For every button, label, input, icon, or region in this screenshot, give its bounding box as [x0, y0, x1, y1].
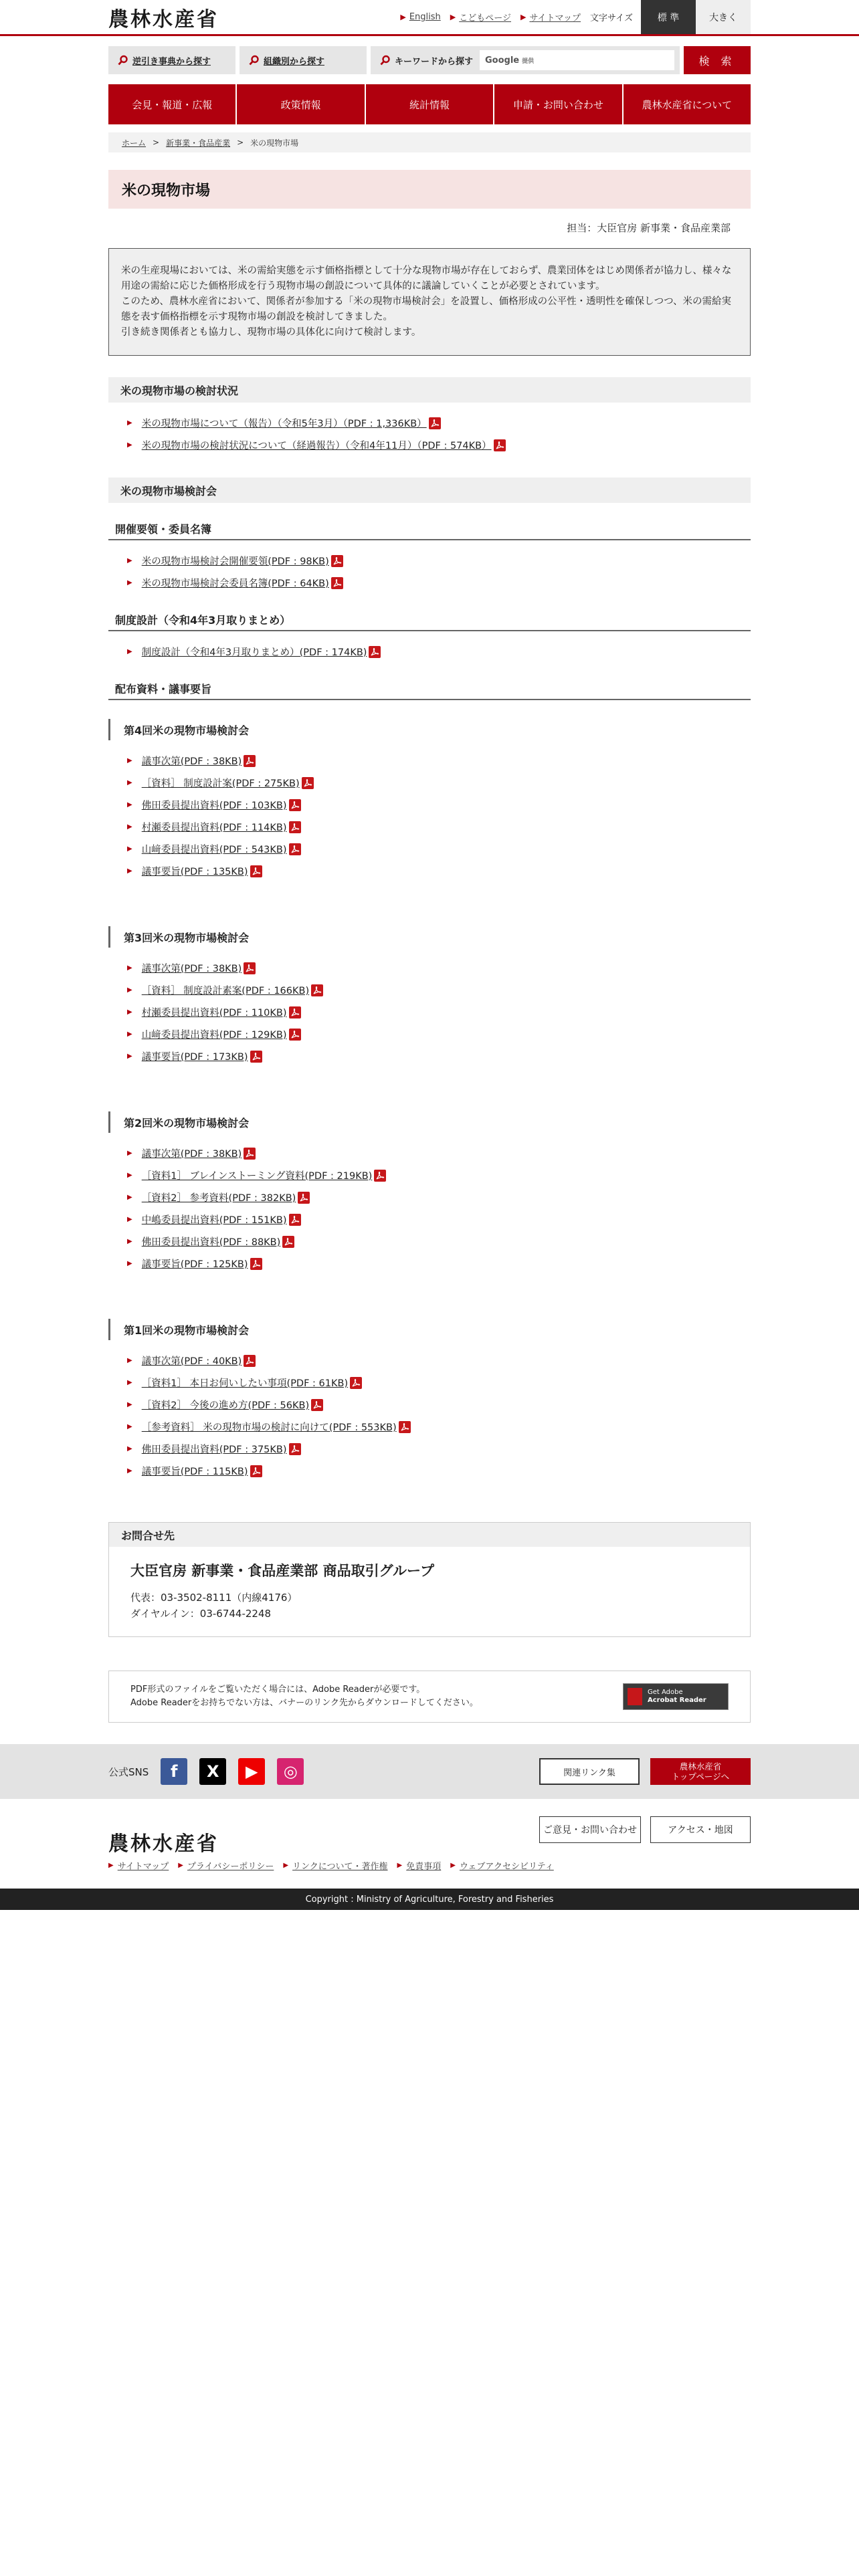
pdf-link-label[interactable]: 村瀬委員提出資料(PDF : 114KB) — [141, 823, 287, 833]
meeting-heading: 第1回米の現物市場検討会 — [108, 1319, 751, 1340]
pdf-link-item[interactable] — [127, 750, 751, 772]
meeting-1-link-list — [108, 1350, 751, 1482]
youtube-icon[interactable]: ▶ — [238, 1758, 265, 1785]
chevron-right-icon: ▶ — [127, 1216, 132, 1223]
pdf-link-label[interactable]: 中嶋委員提出資料(PDF : 151KB) — [141, 1215, 287, 1226]
chevron-right-icon: ▶ — [127, 419, 132, 427]
pdf-link-label[interactable]: 議事要旨(PDF : 135KB) — [141, 867, 248, 877]
sns-band — [0, 1744, 859, 1799]
pdf-link-label[interactable]: ［資料］ 制度設計素案(PDF : 166KB) — [141, 986, 310, 996]
pdf-icon — [494, 439, 506, 451]
pdf-link-label[interactable]: 佛田委員提出資料(PDF : 88KB) — [141, 1237, 281, 1248]
pdf-link-label[interactable]: 佛田委員提出資料(PDF : 103KB) — [141, 800, 287, 811]
subheading-materials: 配布資料・議事要旨 — [108, 677, 751, 700]
related-links-button[interactable]: 関連リンク集 — [539, 1758, 640, 1785]
pdf-icon — [311, 1399, 323, 1411]
keyword-search-input[interactable]: Google 提供 — [480, 50, 674, 70]
pdf-icon — [289, 843, 301, 855]
search-by-index-button[interactable]: 逆引き事典から探す — [108, 46, 235, 74]
chevron-right-icon: ▶ — [127, 1445, 132, 1453]
breadcrumb-home[interactable]: ホーム — [122, 138, 147, 148]
pdf-link-label[interactable]: 議事次第(PDF : 38KB) — [141, 756, 242, 767]
pdf-icon — [289, 1006, 301, 1018]
contact-heading: お問合せ先 — [109, 1523, 750, 1547]
footer-link-privacy[interactable]: ▶ プライバシーポリシー — [178, 1862, 274, 1872]
sns-label: 公式SNS — [108, 1765, 149, 1778]
chevron-right-icon: ▶ — [127, 557, 132, 564]
chevron-right-icon: ▶ — [127, 1194, 132, 1201]
footer — [0, 1806, 859, 1886]
pdf-link-label[interactable]: ［参考資料］ 米の現物市場の検討に向けて(PDF : 553KB) — [141, 1422, 397, 1433]
pdf-link-item[interactable] — [127, 1416, 751, 1438]
pdf-link-label[interactable]: ［資料2］ 参考資料(PDF : 382KB) — [141, 1193, 296, 1204]
nav-statistics[interactable]: 統計情報 — [366, 84, 494, 124]
pdf-icon — [350, 1377, 362, 1389]
pdf-link-item[interactable] — [127, 1001, 751, 1023]
search-button[interactable]: 検 索 — [684, 46, 751, 74]
pdf-link-label[interactable]: 米の現物市場検討会委員名簿(PDF : 64KB) — [141, 578, 329, 589]
chevron-right-icon: ▶ — [127, 1260, 132, 1267]
chevron-right-icon: ▶ — [450, 13, 456, 21]
subheading-outline: 開催要領・委員名簿 — [108, 518, 751, 540]
search-icon — [249, 55, 260, 66]
pdf-link-item[interactable] — [127, 434, 751, 456]
opinion-contact-button[interactable]: ご意見・お問い合わせ — [539, 1816, 641, 1843]
footer-link-copyright[interactable]: ▶ リンクについて・著作権 — [283, 1862, 388, 1872]
acrobat-icon — [628, 1688, 642, 1705]
get-adobe-reader-banner[interactable]: Get Adobe Acrobat Reader — [623, 1683, 729, 1710]
chevron-right-icon: ▶ — [127, 1008, 132, 1016]
pdf-icon — [244, 1148, 256, 1160]
pdf-link-label[interactable]: ［資料1］ 本日お伺いしたい事項(PDF : 61KB) — [141, 1378, 349, 1389]
nav-applications[interactable]: 申請・お問い合わせ — [494, 84, 623, 124]
contact-box — [108, 1522, 751, 1637]
pdf-icon — [244, 1355, 256, 1367]
pdf-link-label[interactable]: 米の現物市場について（報告）（令和5年3月）（PDF : 1,336KB） — [141, 419, 427, 429]
pdf-link-label[interactable]: 議事要旨(PDF : 125KB) — [141, 1259, 248, 1270]
chevron-right-icon: ▶ — [127, 779, 132, 786]
pdf-icon — [369, 646, 381, 658]
instagram-icon[interactable]: ◎ — [277, 1758, 304, 1785]
breadcrumb: ホーム > 新事業・食品産業 > 米の現物市場 — [108, 132, 751, 152]
nav-press[interactable]: 会見・報道・広報 — [108, 84, 237, 124]
pdf-icon — [289, 1029, 301, 1041]
pdf-link-item[interactable] — [127, 1023, 751, 1045]
kids-page-link[interactable]: ▶ こどもページ — [450, 13, 511, 23]
sitemap-link[interactable]: ▶ サイトマップ — [520, 13, 581, 23]
chevron-right-icon: ▶ — [127, 579, 132, 586]
contact-tel: 代表：03-3502-8111（内線4176） — [130, 1592, 298, 1604]
chevron-right-icon: ▶ — [520, 13, 527, 21]
pdf-link-item[interactable] — [127, 1208, 751, 1230]
access-map-button[interactable]: アクセス・地図 — [650, 1816, 751, 1843]
nav-about[interactable]: 農林水産省について — [624, 84, 751, 124]
pdf-link-label[interactable]: 山﨑委員提出資料(PDF : 543KB) — [141, 845, 287, 855]
intro-box: 米の生産現場においては、米の需給実態を示す価格指標として十分な現物市場が存在しておらず、農業団体をはじめ関係者が協力し、様々な用途の需給に応じた価格形成を行う現物市場の創設について具体的に議論していくことが必要とされています。 このため、農林水産省において、関係者が参加する「米の現物市場検討会」を設置し、価格形成の公平性・透明性を確保しつつ、米の需給実態を表す価格指標を示す現物市場の創設を検討してきました。 引き続き関係者とも協力し、現物市場の具体化に向けて検討します。 — [108, 248, 751, 356]
x-icon[interactable]: X — [199, 1758, 226, 1785]
chevron-right-icon: ▶ — [127, 1031, 132, 1038]
meeting-4-link-list — [108, 750, 751, 882]
chevron-right-icon: ▶ — [127, 1467, 132, 1475]
pdf-icon — [250, 865, 262, 877]
pdf-link-item[interactable] — [127, 772, 751, 794]
chevron-right-icon: ▶ — [127, 845, 132, 853]
pdf-icon — [302, 777, 314, 789]
facebook-icon[interactable]: f — [161, 1758, 187, 1785]
chevron-right-icon: ▶ — [127, 1423, 132, 1430]
pdf-icon — [374, 1170, 386, 1182]
footer-links — [108, 1859, 563, 1872]
pdf-icon — [289, 1214, 301, 1226]
pdf-link-label[interactable]: 米の現物市場検討会開催要領(PDF : 98KB) — [141, 556, 329, 567]
breadcrumb-current: 米の現物市場 — [250, 138, 299, 148]
chevron-right-icon: ▶ — [127, 964, 132, 972]
pdf-icon — [282, 1236, 294, 1248]
pdf-icon — [399, 1421, 411, 1433]
page-title: 米の現物市場 — [108, 170, 751, 209]
contact-dial-in: ダイヤルイン：03-6744-2248 — [130, 1608, 272, 1620]
pdf-link-item[interactable] — [127, 550, 751, 572]
font-size-standard-button[interactable]: 標 準 — [641, 0, 696, 34]
meeting-heading: 第4回米の現物市場検討会 — [108, 719, 751, 740]
pdf-link-label[interactable]: ［資料2］ 今後の進め方(PDF : 56KB) — [141, 1400, 310, 1411]
chevron-right-icon: ▶ — [127, 648, 132, 655]
section-heading-status: 米の現物市場の検討状況 — [108, 377, 751, 403]
search-icon — [118, 55, 128, 66]
pdf-icon — [331, 577, 343, 589]
pdf-icon — [429, 417, 441, 429]
pdf-icon — [250, 1465, 262, 1477]
copyright: Copyright : Ministry of Agriculture, Forestry and Fisheries — [0, 1889, 859, 1910]
pdf-link-label[interactable]: 議事次第(PDF : 40KB) — [141, 1356, 242, 1367]
utility-links — [400, 0, 751, 34]
pdf-link-item[interactable] — [127, 794, 751, 816]
status-link-list — [108, 412, 751, 456]
pdf-link-label[interactable]: 議事次第(PDF : 38KB) — [141, 964, 242, 974]
subheading-design: 制度設計（令和4年3月取りまとめ） — [108, 609, 751, 631]
font-size-large-button[interactable]: 大きく — [696, 0, 751, 34]
pdf-link-label[interactable]: ［資料］ 制度設計案(PDF : 275KB) — [141, 778, 300, 789]
design-link-list — [108, 641, 751, 663]
meeting-2-link-list — [108, 1142, 751, 1275]
footer-link-disclaimer[interactable]: ▶ 免責事項 — [397, 1862, 442, 1872]
english-link[interactable]: ▶ English — [400, 12, 441, 22]
chevron-right-icon: ▶ — [127, 1053, 132, 1060]
chevron-right-icon: ▶ — [127, 867, 132, 875]
pdf-link-label[interactable]: ［資料1］ ブレインストーミング資料(PDF : 219KB) — [141, 1171, 373, 1182]
meeting-3-link-list — [108, 957, 751, 1067]
department-in-charge: 担当：大臣官房 新事業・食品産業部 — [567, 222, 731, 234]
meeting-heading: 第3回米の現物市場検討会 — [108, 926, 751, 948]
pdf-link-item[interactable] — [127, 1350, 751, 1372]
top-bar — [0, 0, 859, 36]
pdf-link-label[interactable]: 議事要旨(PDF : 173KB) — [141, 1052, 248, 1063]
chevron-right-icon: ▶ — [127, 441, 132, 449]
breadcrumb-new-business[interactable]: 新事業・食品産業 — [166, 138, 231, 148]
nav-policy[interactable]: 政策情報 — [237, 84, 365, 124]
footer-link-accessibility[interactable]: ▶ ウェブアクセシビリティ — [450, 1862, 554, 1872]
pdf-link-label[interactable]: 佛田委員提出資料(PDF : 375KB) — [141, 1444, 287, 1455]
chevron-right-icon: ▶ — [127, 823, 132, 831]
pdf-icon — [250, 1258, 262, 1270]
pdf-link-item[interactable] — [127, 1460, 751, 1482]
pdf-link-item[interactable] — [127, 1372, 751, 1394]
pdf-icon — [250, 1051, 262, 1063]
chevron-right-icon: ▶ — [127, 986, 132, 994]
pdf-link-item[interactable] — [127, 1253, 751, 1275]
chevron-right-icon: ▶ — [127, 757, 132, 764]
font-size-label: 文字サイズ — [590, 13, 633, 23]
pdf-link-item[interactable] — [127, 1045, 751, 1067]
outline-link-list — [108, 550, 751, 594]
pdf-link-label[interactable]: 議事要旨(PDF : 115KB) — [141, 1467, 248, 1477]
search-icon — [380, 55, 391, 66]
pdf-link-label[interactable]: 村瀬委員提出資料(PDF : 110KB) — [141, 1008, 287, 1018]
chevron-right-icon: ▶ — [127, 1401, 132, 1408]
maff-top-page-button[interactable]: 農林水産省 トップページへ — [650, 1758, 751, 1785]
keyword-search-box: キーワードから探す Google 提供 — [371, 46, 680, 74]
pdf-link-item[interactable] — [127, 1164, 751, 1186]
pdf-link-item[interactable] — [127, 816, 751, 838]
pdf-link-item[interactable] — [127, 1142, 751, 1164]
chevron-right-icon: ▶ — [127, 801, 132, 809]
footer-logo[interactable]: 農林水産省 — [108, 1832, 219, 1856]
chevron-right-icon: ▶ — [127, 1150, 132, 1157]
pdf-link-item[interactable] — [127, 1394, 751, 1416]
chevron-right-icon: ▶ — [127, 1238, 132, 1245]
meeting-heading: 第2回米の現物市場検討会 — [108, 1111, 751, 1133]
pdf-link-item[interactable] — [127, 641, 751, 663]
pdf-icon — [289, 799, 301, 811]
pdf-link-label[interactable]: 米の現物市場の検討状況について（経過報告）（令和4年11月）（PDF : 574KB） — [141, 441, 492, 451]
pdf-link-item[interactable] — [127, 957, 751, 979]
pdf-link-label[interactable]: 議事次第(PDF : 38KB) — [141, 1149, 242, 1160]
pdf-icon — [244, 755, 256, 767]
search-row — [108, 46, 751, 74]
chevron-right-icon: ▶ — [127, 1357, 132, 1364]
pdf-link-item[interactable] — [127, 860, 751, 882]
adobe-reader-notice: PDF形式のファイルをご覧いただく場合には、Adobe Readerが必要です。 Adobe Readerをお持ちでない方は、バナーのリンク先からダウンロードしてください。 Get Adobe Acrobat Reader — [108, 1671, 751, 1723]
pdf-icon — [289, 1443, 301, 1455]
pdf-link-item[interactable] — [127, 1438, 751, 1460]
section-heading-council: 米の現物市場検討会 — [108, 477, 751, 503]
pdf-link-item[interactable] — [127, 838, 751, 860]
pdf-link-item[interactable] — [127, 1186, 751, 1208]
pdf-link-label[interactable]: 山﨑委員提出資料(PDF : 129KB) — [141, 1030, 287, 1041]
main-nav — [108, 84, 751, 124]
pdf-icon — [311, 984, 323, 996]
search-by-org-button[interactable]: 組織別から探す — [240, 46, 367, 74]
footer-link-sitemap[interactable]: ▶ サイトマップ — [108, 1862, 169, 1872]
pdf-icon — [289, 821, 301, 833]
pdf-link-item[interactable] — [127, 1230, 751, 1253]
chevron-right-icon: ▶ — [127, 1172, 132, 1179]
chevron-right-icon: ▶ — [127, 1379, 132, 1386]
maff-logo[interactable]: 農林水産省 — [108, 7, 219, 31]
pdf-icon — [298, 1192, 310, 1204]
chevron-right-icon: ▶ — [400, 13, 406, 21]
pdf-link-item[interactable] — [127, 412, 751, 434]
contact-org: 大臣官房 新事業・食品産業部 商品取引グループ — [130, 1563, 434, 1579]
pdf-link-item[interactable] — [127, 979, 751, 1001]
pdf-link-label[interactable]: 制度設計（令和4年3月取りまとめ）(PDF : 174KB) — [141, 647, 367, 658]
pdf-link-item[interactable] — [127, 572, 751, 594]
pdf-icon — [244, 962, 256, 974]
pdf-icon — [331, 555, 343, 567]
